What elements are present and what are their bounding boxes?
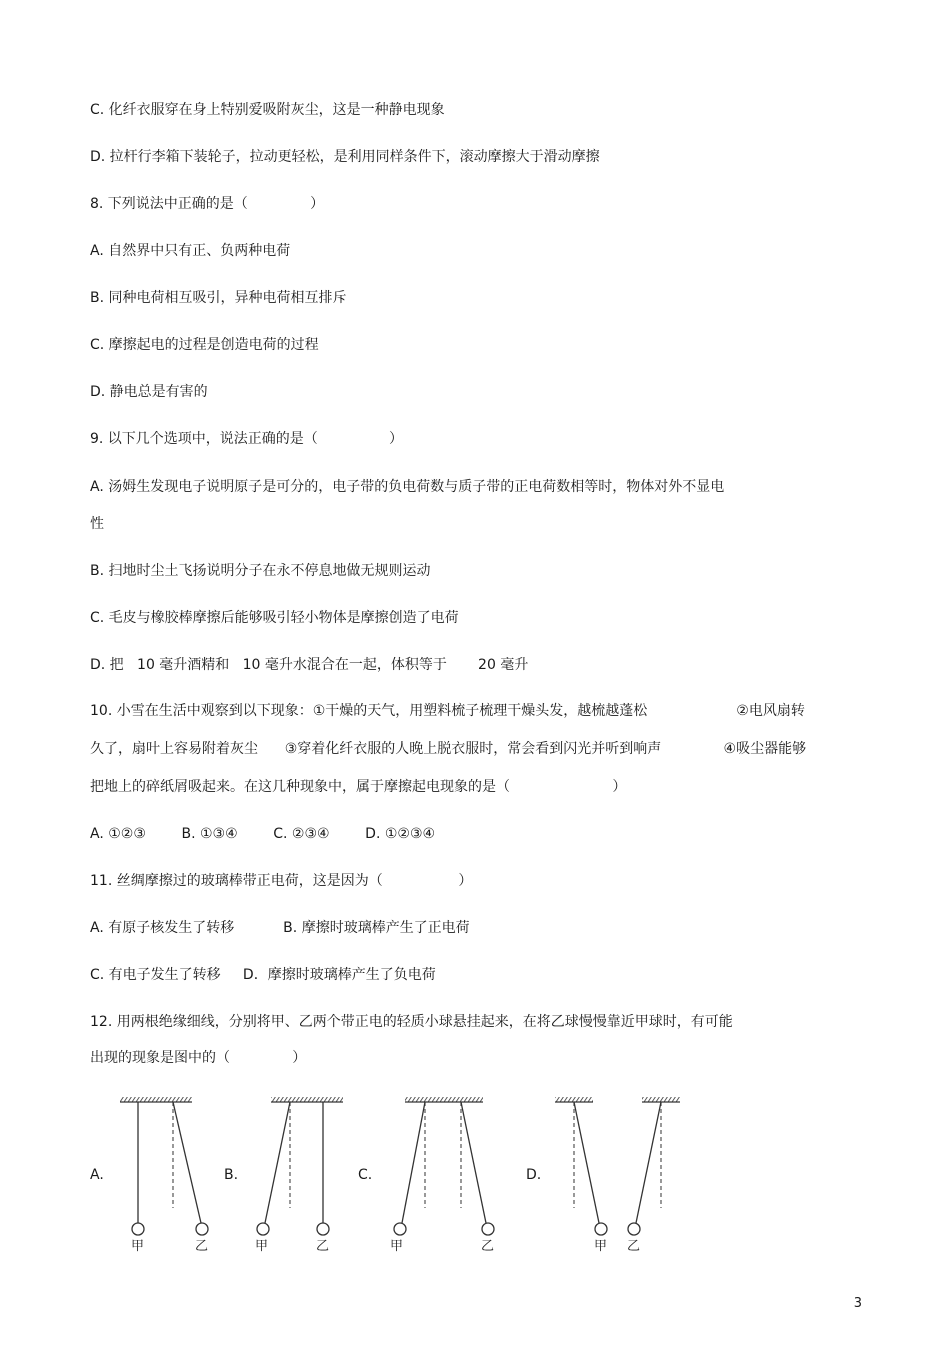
option-d-diagram (555, 1097, 680, 1254)
label-jia: 甲 (594, 1239, 608, 1254)
label-yi: 乙 (195, 1239, 209, 1254)
pendulum-figure (0, 1090, 950, 1260)
thread-jia (574, 1102, 599, 1223)
text-line: 性 (90, 516, 104, 532)
ball-jia (132, 1223, 144, 1235)
text-line: D. 把 10 毫升酒精和 10 毫升水混合在一起，体积等于 20 毫升 (90, 657, 529, 673)
text-line: 久了，扇叶上容易附着灰尘 ③穿着化纤衣服的人晚上脱衣服时，常会看到闪光并听到响声 ④吸尘器能够 (90, 741, 807, 757)
text-line: 出现的现象是图中的（ ） (90, 1050, 307, 1066)
question-9: 9. 以下几个选项中，说法正确的是（ ） (90, 431, 404, 447)
thread-yi (636, 1102, 661, 1223)
text-line: A. ①②③ B. ①③④ C. ②③④ D. ①②③④ (90, 826, 436, 842)
text-line: A. 自然界中只有正、负两种电荷 (90, 243, 291, 259)
ball-jia (394, 1223, 406, 1235)
label-yi: 乙 (627, 1239, 641, 1254)
figure-option-c-label: C. (358, 1167, 373, 1183)
ceiling-support-left (555, 1097, 593, 1102)
text-line: 把地上的碎纸屑吸起来。在这几种现象中，属于摩擦起电现象的是（ ） (90, 779, 627, 795)
text-line: C. 有电子发生了转移 D．摩擦时玻璃棒产生了负电荷 (90, 967, 436, 983)
ball-yi (628, 1223, 640, 1235)
ball-jia (595, 1223, 607, 1235)
text-line: C. 摩擦起电的过程是创造电荷的过程 (90, 337, 319, 353)
ceiling-support-right (642, 1097, 680, 1102)
thread-yi (461, 1102, 486, 1223)
label-jia: 甲 (390, 1239, 404, 1254)
figure-option-d-label: D. (526, 1167, 542, 1183)
text-line: B. 同种电荷相互吸引，异种电荷相互排斥 (90, 290, 347, 306)
ball-yi (317, 1223, 329, 1235)
text-line: A. 汤姆生发现电子说明原子是可分的，电子带的负电荷数与质子带的正电荷数相等时，物体对外不显电 (90, 479, 725, 495)
text-line: C. 毛皮与橡胶棒摩擦后能够吸引轻小物体是摩擦创造了电荷 (90, 610, 459, 626)
thread-jia (402, 1102, 425, 1223)
ball-jia (257, 1223, 269, 1235)
ball-yi (196, 1223, 208, 1235)
option-b-diagram (255, 1097, 343, 1254)
text-line: C. 化纤衣服穿在身上特别爱吸附灰尘，这是一种静电现象 (90, 102, 445, 118)
option-c-diagram (390, 1097, 494, 1254)
thread-yi (173, 1102, 201, 1223)
question-12: 12. 用两根绝缘细线，分别将甲、乙两个带正电的轻质小球悬挂起来，在将乙球慢慢靠近甲球时，有可能 (90, 1014, 733, 1030)
ceiling-support (271, 1097, 343, 1102)
thread-jia (265, 1102, 290, 1223)
ceiling-support (120, 1097, 192, 1102)
text-line: B. 扫地时尘土飞扬说明分子在永不停息地做无规则运动 (90, 563, 431, 579)
ceiling-support (405, 1097, 483, 1102)
label-jia: 甲 (255, 1239, 269, 1254)
page-number: 3 (853, 1296, 862, 1311)
label-jia: 甲 (131, 1239, 145, 1254)
figure-option-b-label: B. (224, 1167, 239, 1183)
question-8: 8. 下列说法中正确的是（ ） (90, 196, 325, 212)
text-line: A. 有原子核发生了转移 B. 摩擦时玻璃棒产生了正电荷 (90, 920, 470, 936)
ball-yi (482, 1223, 494, 1235)
figure-option-a-label: A. (90, 1167, 104, 1183)
label-yi: 乙 (316, 1239, 330, 1254)
text-line: D. 拉杆行李箱下装轮子，拉动更轻松，是利用同样条件下，滚动摩擦大于滑动摩擦 (90, 149, 600, 165)
label-yi: 乙 (481, 1239, 495, 1254)
question-10: 10. 小雪在生活中观察到以下现象：①干燥的天气，用塑料梳子梳理干燥头发，越梳越蓬松 ②电风扇转 (90, 703, 805, 719)
question-11: 11. 丝绸摩擦过的玻璃棒带正电荷，这是因为（ ） (90, 873, 473, 889)
option-a-diagram (120, 1097, 208, 1254)
text-line: D. 静电总是有害的 (90, 384, 208, 400)
